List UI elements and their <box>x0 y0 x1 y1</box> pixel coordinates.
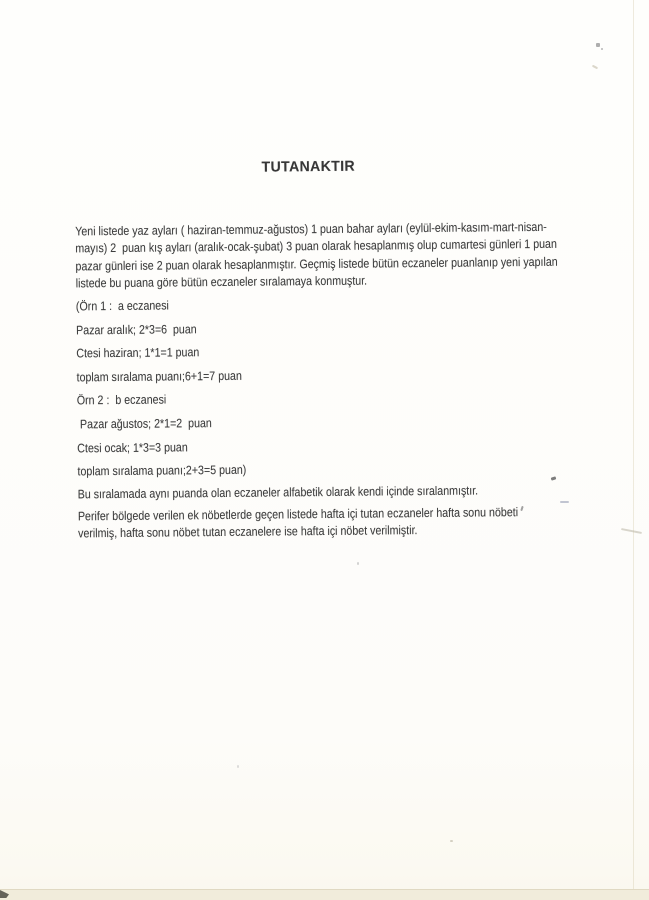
intro-paragraph <box>75 218 636 293</box>
example-line-4: toplam sıralama puanı;6+1=7 puan <box>76 368 242 385</box>
intro-line-3: pazar günleri ise 2 puan olarak hesaplanmıştır. Geçmiş listede bütün eczaneler puanlanıp yeni yapılan <box>75 254 558 274</box>
intro-line-2: mayıs) 2 puan kış ayları (aralık-ocak-şubat) 3 puan olarak hesaplanmış olup cumartesi günleri 1 puan <box>75 237 557 256</box>
example-line-7: Ctesi ocak; 1*3=3 puan <box>77 439 188 455</box>
example-line-8: toplam sıralama puanı;2+3=5 puan) <box>77 462 247 479</box>
example-list <box>76 293 274 484</box>
closing-paragraph <box>78 503 590 543</box>
closing-line-1: Perifer bölgede verilen ek nöbetlerde geçen listede hafta içi tutan eczaneler hafta sonu nöbeti <box>77 505 519 524</box>
example-line-3: Ctesi haziran; 1*1=1 puan <box>76 345 200 361</box>
example-line-6: Pazar ağustos; 2*1=2 puan <box>76 416 212 432</box>
intro-line-1: Yeni listede yaz ayları ( haziran-temmuz-ağustos) 1 puan bahar ayları (eylül-ekim-kasım-mart-nisan- <box>75 219 547 239</box>
closing-line-2: verilmiş, hafta sonu nöbet tutan eczanelere ise hafta içi nöbet verilmiştir. <box>78 523 418 541</box>
document-title: TUTANAKTIR <box>261 158 356 176</box>
note-paragraph <box>78 482 544 504</box>
example-line-2: Pazar aralık; 2*3=6 puan <box>76 321 197 337</box>
example-line-5: Örn 2 : b eczanesi <box>76 392 167 408</box>
note-line: Bu sıralamada aynı puanda olan eczaneler alfabetik olarak kendi içinde sıralanmıştır. <box>77 483 479 502</box>
example-line-1: (Örn 1 : a eczanesi <box>75 298 169 314</box>
intro-line-4: listede bu puana göre bütün eczaneler sıralamaya konmuştur. <box>75 273 368 291</box>
